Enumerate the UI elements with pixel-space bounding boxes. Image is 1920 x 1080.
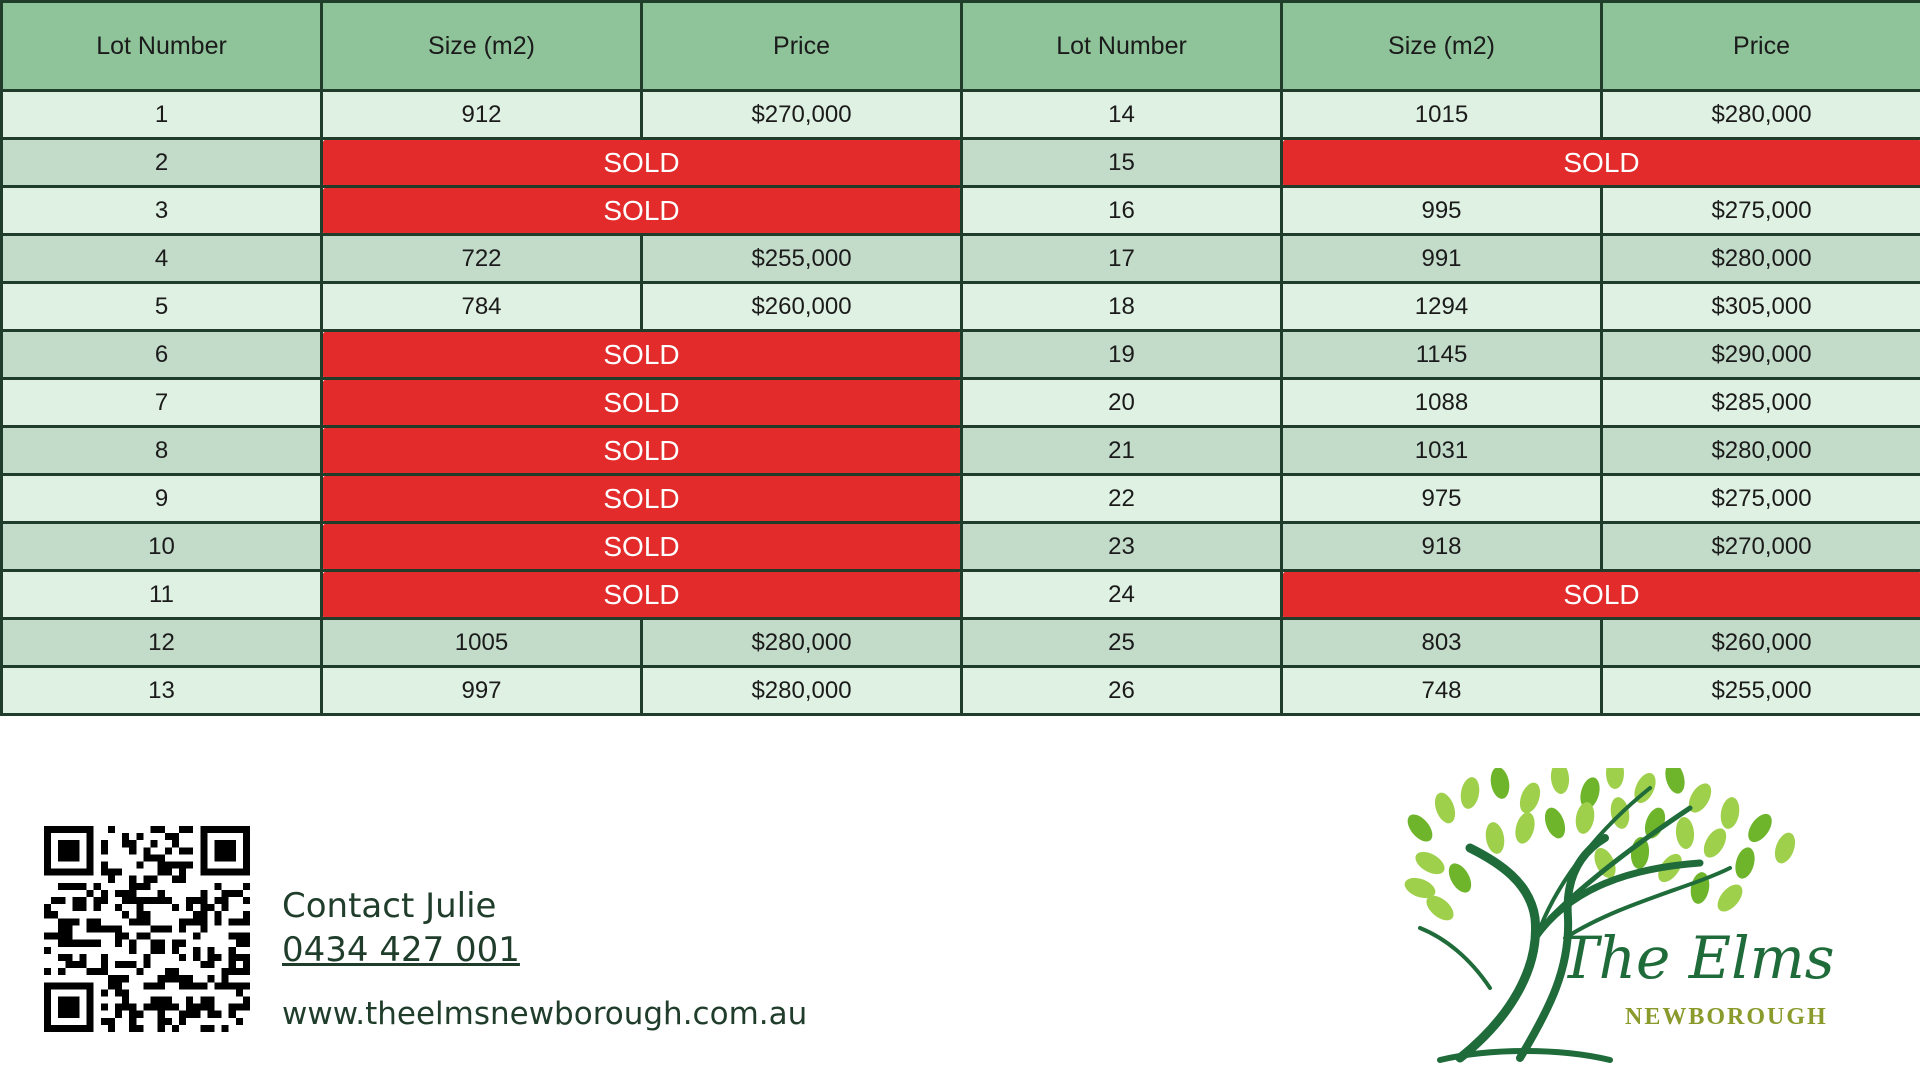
price-cell: $260,000 (1602, 619, 1920, 667)
size-cell: 803 (1282, 619, 1602, 667)
contact-name: Contact Julie (282, 886, 497, 926)
table-row (2, 523, 1920, 571)
size-cell: 975 (1282, 475, 1602, 523)
lot-number-cell: 17 (962, 235, 1282, 283)
leaf-icon (1541, 805, 1569, 841)
table-row (2, 475, 1920, 523)
logo-title: The Elms (1560, 924, 1835, 992)
table-row (2, 331, 1920, 379)
lot-number-cell: 15 (962, 139, 1282, 187)
table-header-row (2, 2, 1920, 91)
leaf-icon (1743, 810, 1776, 847)
lot-number-cell: 16 (962, 187, 1282, 235)
price-cell: $275,000 (1602, 187, 1920, 235)
size-cell: 1145 (1282, 331, 1602, 379)
table-row (2, 187, 1920, 235)
leaf-icon (1718, 796, 1741, 831)
lot-number-cell: 21 (962, 427, 1282, 475)
leaf-icon (1675, 816, 1696, 849)
sold-badge: SOLD (1282, 571, 1920, 619)
size-cell: 1088 (1282, 379, 1602, 427)
lot-number-cell: 18 (962, 283, 1282, 331)
lot-number-cell: 1 (2, 91, 322, 139)
leaf-icon (1662, 768, 1688, 796)
leaf-icon (1516, 780, 1544, 816)
lot-number-cell: 8 (2, 427, 322, 475)
price-cell: $255,000 (1602, 667, 1920, 715)
lot-number-cell: 25 (962, 619, 1282, 667)
leaf-icon (1732, 845, 1758, 881)
price-cell: $280,000 (642, 619, 962, 667)
table-row (2, 283, 1920, 331)
leaf-icon (1444, 860, 1476, 897)
leaf-icon (1713, 880, 1747, 916)
price-cell: $255,000 (642, 235, 962, 283)
lot-number-cell: 20 (962, 379, 1282, 427)
contact-phone-link[interactable]: 0434 427 001 (282, 930, 520, 970)
leaf-icon (1431, 790, 1459, 826)
header-lot-number-right: Lot Number (962, 2, 1282, 91)
footer (0, 752, 1920, 1080)
the-elms-logo (1400, 768, 1880, 1068)
price-cell: $280,000 (642, 667, 962, 715)
header-lot-number-left: Lot Number (2, 2, 322, 91)
logo-subtitle: NEWBOROUGH (1625, 1004, 1828, 1030)
leaf-icon (1488, 768, 1511, 800)
lot-number-cell: 9 (2, 475, 322, 523)
lot-number-cell: 24 (962, 571, 1282, 619)
leaf-icon (1550, 768, 1571, 795)
size-cell: 918 (1282, 523, 1602, 571)
sold-badge: SOLD (322, 379, 962, 427)
price-cell: $290,000 (1602, 331, 1920, 379)
header-size-right: Size (m2) (1282, 2, 1602, 91)
size-cell: 995 (1282, 187, 1602, 235)
price-cell: $280,000 (1602, 91, 1920, 139)
lot-number-cell: 23 (962, 523, 1282, 571)
header-price-right: Price (1602, 2, 1920, 91)
size-cell: 997 (322, 667, 642, 715)
lot-number-cell: 5 (2, 283, 322, 331)
table-row (2, 139, 1920, 187)
leaf-icon (1606, 768, 1624, 789)
size-cell: 1031 (1282, 427, 1602, 475)
leaf-icon (1573, 801, 1596, 836)
lot-number-cell: 4 (2, 235, 322, 283)
leaf-icon (1771, 830, 1799, 866)
size-cell: 912 (322, 91, 642, 139)
lot-number-cell: 6 (2, 331, 322, 379)
lot-number-cell: 19 (962, 331, 1282, 379)
size-cell: 748 (1282, 667, 1602, 715)
lot-number-cell: 22 (962, 475, 1282, 523)
price-cell: $285,000 (1602, 379, 1920, 427)
sold-badge: SOLD (322, 571, 962, 619)
lot-number-cell: 13 (2, 667, 322, 715)
table-row (2, 91, 1920, 139)
sold-badge: SOLD (322, 331, 962, 379)
lot-number-cell: 26 (962, 667, 1282, 715)
lot-number-cell: 10 (2, 523, 322, 571)
sold-badge: SOLD (1282, 139, 1920, 187)
lot-number-cell: 11 (2, 571, 322, 619)
sold-badge: SOLD (322, 523, 962, 571)
website-link[interactable]: www.theelmsnewborough.com.au (282, 996, 808, 1032)
sold-badge: SOLD (322, 427, 962, 475)
size-cell: 1294 (1282, 283, 1602, 331)
size-cell: 1005 (322, 619, 642, 667)
sold-badge: SOLD (322, 187, 962, 235)
leaf-icon (1512, 810, 1538, 846)
price-cell: $275,000 (1602, 475, 1920, 523)
table-row (2, 235, 1920, 283)
tree-logo-graphic (1400, 768, 1880, 1068)
price-cell: $305,000 (1602, 283, 1920, 331)
lot-number-cell: 3 (2, 187, 322, 235)
header-price-left: Price (642, 2, 962, 91)
leaf-icon (1458, 776, 1481, 811)
price-cell: $280,000 (1602, 427, 1920, 475)
lot-number-cell: 12 (2, 619, 322, 667)
size-cell: 991 (1282, 235, 1602, 283)
size-cell: 722 (322, 235, 642, 283)
sold-badge: SOLD (322, 139, 962, 187)
size-cell: 784 (322, 283, 642, 331)
price-cell: $280,000 (1602, 235, 1920, 283)
price-cell: $270,000 (1602, 523, 1920, 571)
leaf-icon (1403, 810, 1437, 846)
header-size-left: Size (m2) (322, 2, 642, 91)
qr-code-icon[interactable] (44, 826, 250, 1032)
table-row (2, 379, 1920, 427)
lot-table-body (2, 91, 1920, 715)
sold-badge: SOLD (322, 475, 962, 523)
table-row (2, 619, 1920, 667)
lot-number-cell: 14 (962, 91, 1282, 139)
leaf-icon (1412, 847, 1449, 879)
price-cell: $270,000 (642, 91, 962, 139)
qr-code-graphic (44, 826, 250, 1032)
table-row (2, 571, 1920, 619)
lot-number-cell: 7 (2, 379, 322, 427)
price-cell: $260,000 (642, 283, 962, 331)
lot-number-cell: 2 (2, 139, 322, 187)
table-row (2, 427, 1920, 475)
leaf-icon (1699, 825, 1731, 862)
leaf-icon (1483, 821, 1506, 856)
size-cell: 1015 (1282, 91, 1602, 139)
table-row (2, 667, 1920, 715)
